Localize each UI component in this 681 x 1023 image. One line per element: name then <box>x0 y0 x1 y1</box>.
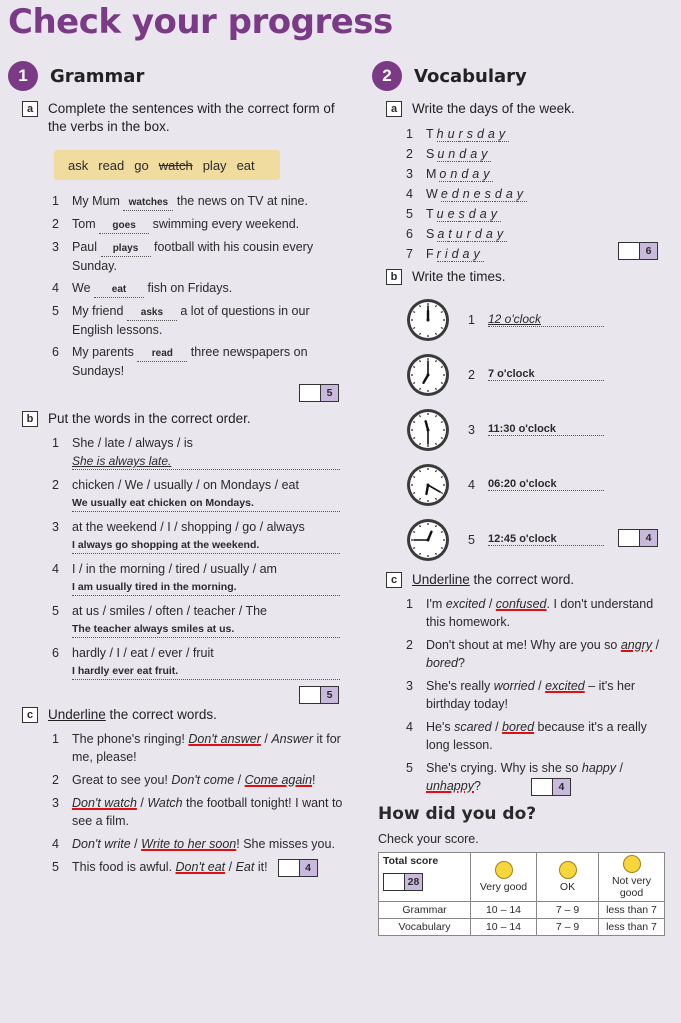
list-item[interactable]: 5 This food is awful. Don't eat / Eat it! 4 <box>52 858 353 877</box>
total-score-cell: Total score 28 <box>379 852 471 901</box>
answer-line[interactable]: I am usually tired in the morning. <box>72 579 340 596</box>
word-crossed-out: watch <box>158 157 193 173</box>
list-item[interactable]: 1 The phone's ringing! Don't answer / Answer it for me, please! <box>52 732 341 764</box>
list-item: 2 S unday <box>406 147 492 161</box>
answer-line[interactable]: We usually eat chicken on Mondays. <box>72 495 340 512</box>
task-instruction: Write the days of the week. <box>412 101 575 116</box>
task-instruction: Complete the sentences with the correct form of the verbs in the box. <box>48 101 335 134</box>
section-number: 1 <box>8 61 38 91</box>
list-item[interactable]: 3 Don't watch / Watch the football tonight! I want to see a film. <box>52 796 343 828</box>
word-box <box>54 150 280 180</box>
answer-line[interactable]: I always go shopping at the weekend. <box>72 537 340 554</box>
word: play <box>202 157 227 173</box>
section-title: Grammar <box>50 65 145 87</box>
smiley-neutral-icon <box>559 861 577 879</box>
list-item: 2 chicken / We / usually / on Mondays / eat We usually eat chicken on Mondays. <box>52 476 353 512</box>
answer-line[interactable]: 12:45 o'clock <box>488 533 604 546</box>
answer-blank[interactable]: read <box>137 347 187 362</box>
score-box: 5 <box>299 384 339 402</box>
answer-blank[interactable]: aturday <box>437 227 508 241</box>
list-item: 4 We eat fish on Fridays. <box>52 279 353 298</box>
list-item[interactable]: 4 Don't write / Write to her soon! She misses you. <box>52 837 335 851</box>
list-item: 7 F riday <box>406 247 484 261</box>
smiley-happy-icon <box>495 861 513 879</box>
answer-line[interactable]: The teacher always smiles at us. <box>72 621 340 638</box>
list-item: 2 7 o'clock <box>406 347 672 402</box>
list-item: 5 12:45 o'clock <box>406 512 672 567</box>
clock-icon <box>406 408 450 452</box>
task-letter: c <box>22 707 38 723</box>
answer-line[interactable]: 7 o'clock <box>488 368 604 381</box>
list-item: 1 T hursday <box>406 127 510 141</box>
list-item: 5 at us / smiles / often / teacher / The The teacher always smiles at us. <box>52 602 353 638</box>
list-item[interactable]: 4 He's scared / bored because it's a really long lesson. <box>406 720 647 752</box>
list-item[interactable]: 2 Don't shout at me! Why are you so angry / bored? <box>406 638 660 670</box>
score-box: 4 <box>531 778 571 796</box>
page-title: Check your progress <box>8 2 393 42</box>
smiley-sad-icon <box>623 855 641 873</box>
very-good-header: Very good <box>471 852 537 901</box>
list-item: 4 W ednesday <box>406 187 528 201</box>
task-instruction: Underline the correct word. <box>412 572 575 587</box>
answer-line[interactable]: 11:30 o'clock <box>488 423 604 436</box>
answer-blank[interactable]: eat <box>94 283 144 298</box>
list-item: 5 My friend asks a lot of questions in our English lessons. <box>52 304 310 337</box>
list-item[interactable]: 1 I'm excited / confused. I don't understand this homework. <box>406 597 654 629</box>
list-item: 5 T uesday <box>406 207 501 221</box>
task-instruction: Put the words in the correct order. <box>48 411 251 426</box>
ok-header: OK <box>537 852 599 901</box>
answer-blank[interactable]: riday <box>436 247 484 261</box>
grammar-section <box>8 58 353 882</box>
list-item: 1 She / late / always / is She is always late. <box>52 434 353 470</box>
list-item: 6 hardly / I / eat / ever / fruit I hardly ever eat fruit. <box>52 644 353 680</box>
task-letter: a <box>22 101 38 117</box>
answer-blank[interactable]: onday <box>439 167 494 181</box>
list-item: 3 11:30 o'clock <box>406 402 672 457</box>
clock-icon <box>406 298 450 342</box>
clock-icon <box>406 353 450 397</box>
answer-blank[interactable]: goes <box>99 219 149 234</box>
answer-blank[interactable]: plays <box>101 242 151 257</box>
word: go <box>134 157 149 173</box>
total-score-box: 28 <box>383 873 423 891</box>
answer-blank[interactable]: uesday <box>436 207 501 221</box>
clock-icon <box>406 518 450 562</box>
word: eat <box>236 157 255 173</box>
answer-line[interactable]: She is always late. <box>72 453 340 470</box>
table-row: Grammar 10 – 14 7 – 9 less than 7 <box>379 901 665 918</box>
answer-line[interactable]: 12 o'clock <box>488 312 604 327</box>
table-row: Vocabulary 10 – 14 7 – 9 less than 7 <box>379 918 665 935</box>
task-letter: a <box>386 101 402 117</box>
list-item: 2 Tom goes swimming every weekend. <box>52 215 353 234</box>
section-title: Vocabulary <box>414 65 527 87</box>
answer-blank[interactable]: watches <box>123 196 173 211</box>
list-item[interactable]: 5 She's crying. Why is she so happy / unhappy? 4 <box>406 759 672 796</box>
word: ask <box>68 157 89 173</box>
word: read <box>98 157 125 173</box>
how-did-you-do-title: How did you do? <box>378 803 537 824</box>
score-box: 5 <box>299 686 339 704</box>
score-box: 4 <box>278 859 318 877</box>
answer-blank[interactable]: asks <box>127 306 177 321</box>
answer-blank[interactable]: unday <box>437 147 492 161</box>
list-item: 1 12 o'clock <box>406 292 672 347</box>
list-item: 1 My Mum watches the news on TV at nine. <box>52 192 353 211</box>
task-letter: b <box>386 269 402 285</box>
score-box: 6 <box>618 242 658 260</box>
vocabulary-section <box>372 58 672 936</box>
not-very-good-header: Not very good <box>599 852 665 901</box>
answer-blank[interactable]: ednesday <box>440 187 528 201</box>
list-item: 4 I / in the morning / tired / usually / am I am usually tired in the morning. <box>52 560 353 596</box>
list-item[interactable]: 3 She's really worried / excited – it's her birthday today! <box>406 679 636 711</box>
list-item: 6 My parents read three newspapers on Sundays! <box>52 345 308 378</box>
task-letter: c <box>386 572 402 588</box>
task-letter: b <box>22 411 38 427</box>
score-box: 4 <box>618 529 658 547</box>
list-item[interactable]: 2 Great to see you! Don't come / Come again! <box>52 773 316 787</box>
clock-icon <box>406 463 450 507</box>
task-instruction: Underline the correct words. <box>48 707 217 722</box>
answer-line[interactable]: 06:20 o'clock <box>488 478 604 491</box>
list-item: 3 M onday <box>406 167 494 181</box>
list-item: 3 Paul plays football with his cousin every Sunday. <box>52 240 314 273</box>
how-subtitle: Check your score. <box>378 831 479 846</box>
section-number: 2 <box>372 61 402 91</box>
task-instruction: Write the times. <box>412 269 506 284</box>
list-item: 4 06:20 o'clock <box>406 457 672 512</box>
list-item: 6 S aturday <box>406 227 508 241</box>
score-table <box>378 852 665 936</box>
answer-line[interactable]: I hardly ever eat fruit. <box>72 663 340 680</box>
list-item: 3 at the weekend / I / shopping / go / always I always go shopping at the weekend. <box>52 518 353 554</box>
answer-blank[interactable]: hursday <box>436 127 510 141</box>
